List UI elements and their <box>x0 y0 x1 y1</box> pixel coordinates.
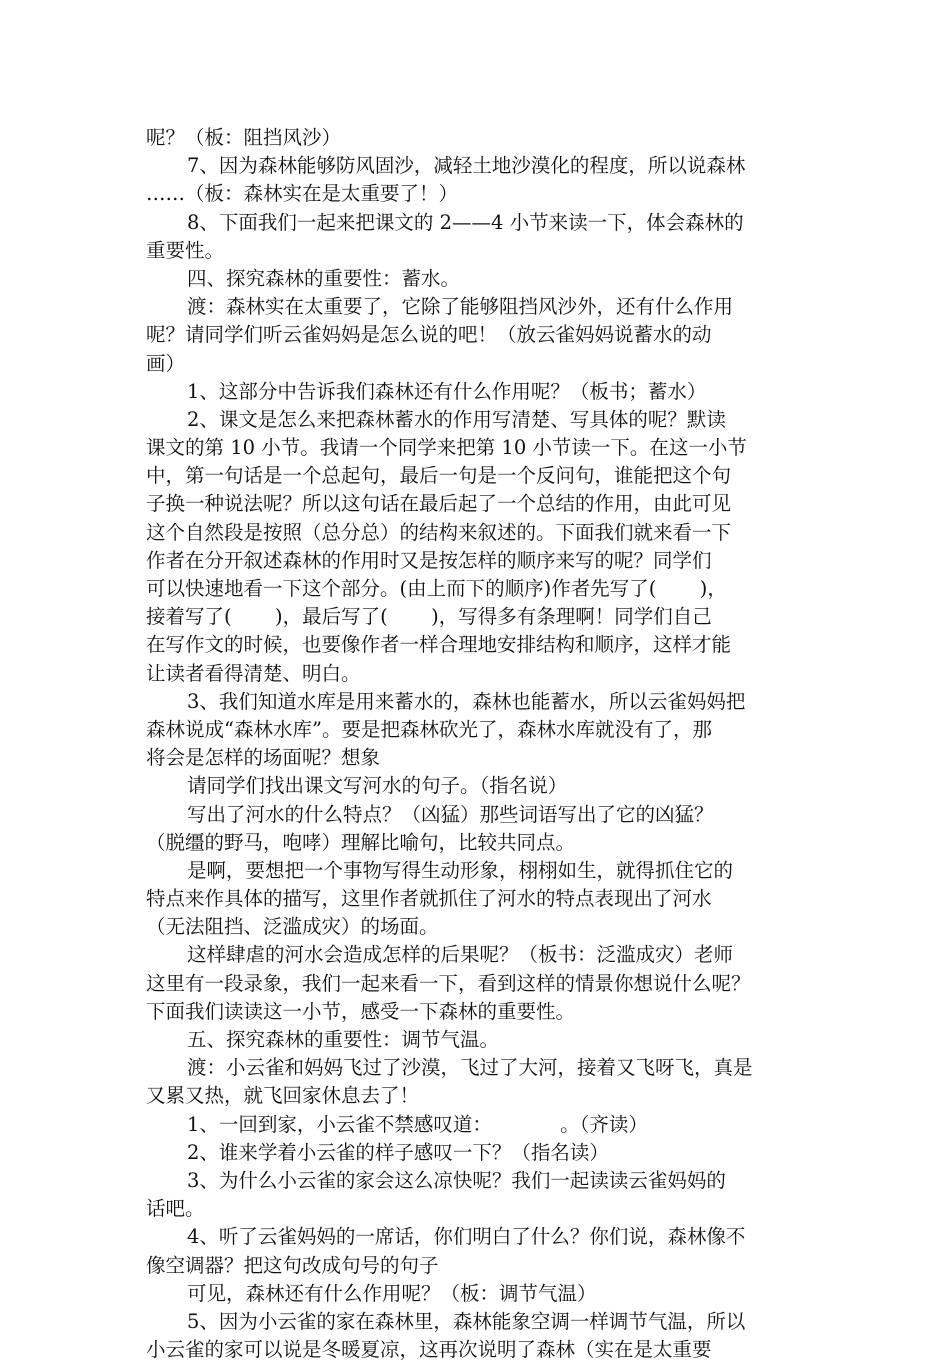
text-line: 将会是怎样的场面呢？想象 <box>146 746 381 770</box>
text-line: 2、谁来学着小云雀的样子感叹一下？（指名读） <box>187 1140 609 1164</box>
text-line: 请同学们找出课文写河水的句子。（指名说） <box>187 774 568 798</box>
text-line: 呢？（板：阻挡风沙） <box>146 126 342 149</box>
text-line: 可见，森林还有什么作用呢？（板：调节气温） <box>187 1281 597 1305</box>
document-body <box>146 124 811 1364</box>
text-line: （脱缰的野马，咆哮）理解比喻句，比较共同点。 <box>146 830 576 854</box>
text-line: 1、这部分中告诉我们森林还有什么作用呢？（板书；蓄水） <box>187 379 707 403</box>
text-line: 3、为什么小云雀的家会这么凉快呢？我们一起读读云雀妈妈的 <box>187 1168 726 1192</box>
text-line: 8、下面我们一起来把课文的 2——4 小节来读一下，体会森林的 <box>187 210 744 234</box>
text-line: 1、一回到家，小云雀不禁感叹道： 。（齐读） <box>187 1112 648 1136</box>
text-line: 7、因为森林能够防风固沙，减轻土地沙漠化的程度，所以说森林 <box>187 154 746 178</box>
text-line: 又累又热，就飞回家休息去了！ <box>146 1084 420 1108</box>
text-line: 这个自然段是按照（总分总）的结构来叙述的。下面我们就来看一下 <box>146 520 732 544</box>
text-line: 课文的第 10 小节。我请一个同学来把第 10 小节读一下。在这一小节 <box>146 436 747 460</box>
text-line: 森林说成“森林水库”。要是把森林砍光了，森林水库就没有了，那 <box>146 717 712 741</box>
text-line: 画） <box>146 351 186 375</box>
text-line: 是啊，要想把一个事物写得生动形象，栩栩如生，就得抓住它的 <box>187 858 734 882</box>
text-line: 在写作文的时候，也要像作者一样合理地安排结构和顺序，这样才能 <box>146 633 732 657</box>
text-line: 四、探究森林的重要性：蓄水。 <box>187 266 461 290</box>
text-line: 渡：森林实在太重要了，它除了能够阻挡风沙外，还有什么作用 <box>187 295 734 319</box>
text-line: 小云雀的家可以说是冬暖夏凉，这再次说明了森林（实在是太重要 <box>146 1338 712 1362</box>
text-line: 写出了河水的什么特点？（凶猛）那些词语写出了它的凶猛？ <box>187 802 714 826</box>
text-line: 特点来作具体的描写，这里作者就抓住了河水的特点表现出了河水 <box>146 887 712 911</box>
text-line: 像空调器？把这句改成句号的句子 <box>146 1253 439 1277</box>
text-line: 让读者看得清楚、明白。 <box>146 661 361 685</box>
text-line: 可以快速地看一下这个部分。(由上而下的顺序)作者先写了( )， <box>146 577 727 600</box>
text-line: 中，第一句话是一个总起句，最后一句是一个反问句，谁能把这个句 <box>146 464 732 488</box>
text-line: 这里有一段录象，我们一起来看一下，看到这样的情景你想说什么呢？ <box>146 971 751 995</box>
text-line: 下面我们读读这一小节，感受一下森林的重要性。 <box>146 999 576 1023</box>
text-line: 接着写了( )，最后写了( )，写得多有条理啊！同学们自己 <box>146 605 712 629</box>
text-line: 重要性。 <box>146 238 225 262</box>
text-line: 4、听了云雀妈妈的一席话，你们明白了什么？你们说，森林像不 <box>187 1225 746 1249</box>
text-line: 话吧。 <box>146 1197 205 1221</box>
text-line: 五、探究森林的重要性：调节气温。 <box>187 1028 500 1051</box>
text-line: 5、因为小云雀的家在森林里，森林能象空调一样调节气温，所以 <box>187 1309 746 1333</box>
text-line: 渡：小云雀和妈妈飞过了沙漠，飞过了大河，接着又飞呀飞，真是 <box>187 1056 753 1080</box>
text-line: 这样肆虐的河水会造成怎样的后果呢？（板书：泛滥成灾）老师 <box>187 943 734 967</box>
text-line: 子换一种说法呢？所以这句话在最后起了一个总结的作用，由此可见 <box>146 492 732 516</box>
text-line: 作者在分开叙述森林的作用时又是按怎样的顺序来写的呢？同学们 <box>146 548 712 572</box>
text-line: 2、课文是怎么来把森林蓄水的作用写清楚、写具体的呢？默读 <box>187 407 726 431</box>
text-line: ……（板：森林实在是太重要了！） <box>146 182 459 206</box>
text-line: （无法阻挡、泛滥成灾）的场面。 <box>146 915 439 939</box>
text-line: 呢？请同学们听云雀妈妈是怎么说的吧！（放云雀妈妈说蓄水的动 <box>146 323 712 347</box>
text-line: 3、我们知道水库是用来蓄水的，森林也能蓄水，所以云雀妈妈把 <box>187 689 746 713</box>
